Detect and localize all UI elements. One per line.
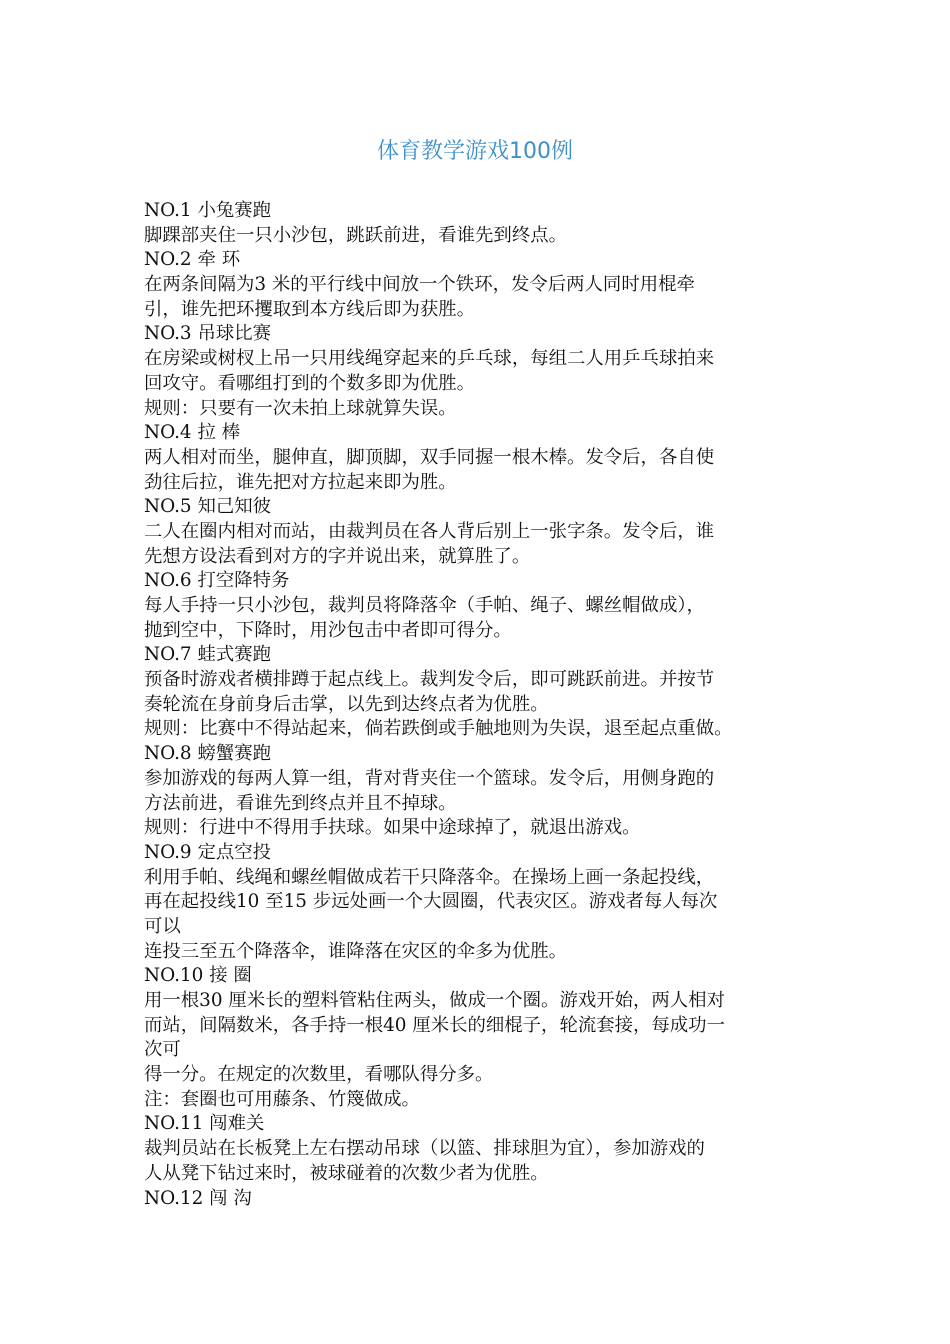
text-line: 方法前进，看谁先到终点并且不掉球。 [144,792,457,814]
text-line: 人从凳下钻过来时，被球碰着的次数少者为优胜。 [144,1162,549,1184]
text-line: NO.11 闯难关 [144,1113,265,1135]
text-line: NO.12 闯 沟 [144,1187,252,1209]
text-line: 在两条间隔为3 米的平行线中间放一个铁环，发令后两人同时用棍牵 [144,274,695,296]
text-line: 两人相对而坐，腿伸直，脚顶脚，双手同握一根木棒。发令后，各自使 [144,446,715,468]
text-line: 利用手帕、线绳和螺丝帽做成若干只降落伞。在操场上画一条起投线， [144,866,715,888]
document-title: 体育教学游戏100例 [377,139,573,164]
text-line: 注：套圈也可用藤条、竹篾做成。 [144,1088,420,1110]
text-line: 规则：行进中不得用手扶球。如果中途球掉了，就退出游戏。 [144,817,641,839]
text-line: 奏轮流在身前身后击掌，以先到达终点者为优胜。 [144,693,549,715]
text-line: 回攻守。看哪组打到的个数多即为优胜。 [144,372,476,394]
text-line: 用一根30 厘米长的塑料管粘住两头，做成一个圈。游戏开始，两人相对 [144,990,725,1011]
text-line: 参加游戏的每两人算一组，背对背夹住一个篮球。发令后，用侧身跑的 [144,767,715,789]
text-line: 规则：比赛中不得站起来，倘若跌倒或手触地则为失误，退至起点重做。 [144,718,733,740]
text-line: 抛到空中，下降时，用沙包击中者即可得分。 [144,619,512,641]
text-line: 次可 [144,1039,181,1061]
text-line: 而站，间隔数米，各手持一根40 厘米长的细棍子，轮流套接，每成功一 [144,1014,725,1036]
text-line: NO.10 接 圈 [144,965,252,987]
text-line: 可以 [144,915,181,937]
text-line: 预备时游戏者横排蹲于起点线上。裁判发令后，即可跳跃前进。并按节 [144,669,715,691]
text-line: NO.8 螃蟹赛跑 [144,743,272,765]
text-line: NO.2 牵 环 [144,249,241,271]
text-line: 先想方设法看到对方的字并说出来，就算胜了。 [144,545,531,567]
text-line: 劲往后拉，谁先把对方拉起来即为胜。 [144,471,457,493]
text-line: NO.7 蛙式赛跑 [144,644,272,666]
text-line: 脚踝部夹住一只小沙包，跳跃前进，看谁先到终点。 [144,224,567,246]
document-body [144,199,814,1211]
text-line: 引，谁先把环攫取到本方线后即为获胜。 [144,298,476,320]
text-line: NO.5 知己知彼 [144,496,272,518]
text-line: NO.9 定点空投 [144,841,272,863]
text-line: NO.4 拉 棒 [144,422,241,444]
text-line: 得一分。在规定的次数里，看哪队得分多。 [144,1064,494,1086]
text-line: 裁判员站在长板凳上左右摆动吊球（以篮、排球胆为宜），参加游戏的 [144,1138,705,1160]
text-line: 在房梁或树杈上吊一只用线绳穿起来的乒乓球，每组二人用乒乓球拍来 [144,348,715,370]
text-line: NO.1 小兔赛跑 [144,200,272,221]
text-line: 二人在圈内相对而站，由裁判员在各人背后别上一张字条。发令后，谁 [144,520,715,542]
text-line: 规则：只要有一次未拍上球就算失误。 [144,397,457,419]
text-line: 再在起投线10 至15 步远处画一个大圆圈，代表灾区。游戏者每人每次 [144,891,718,913]
text-line: NO.6 打空降特务 [144,570,290,592]
text-line: NO.3 吊球比赛 [144,323,272,345]
text-line: 连投三至五个降落伞，谁降落在灾区的伞多为优胜。 [144,940,567,962]
text-line: 每人手持一只小沙包，裁判员将降落伞（手帕、绳子、螺丝帽做成）， [144,595,705,616]
